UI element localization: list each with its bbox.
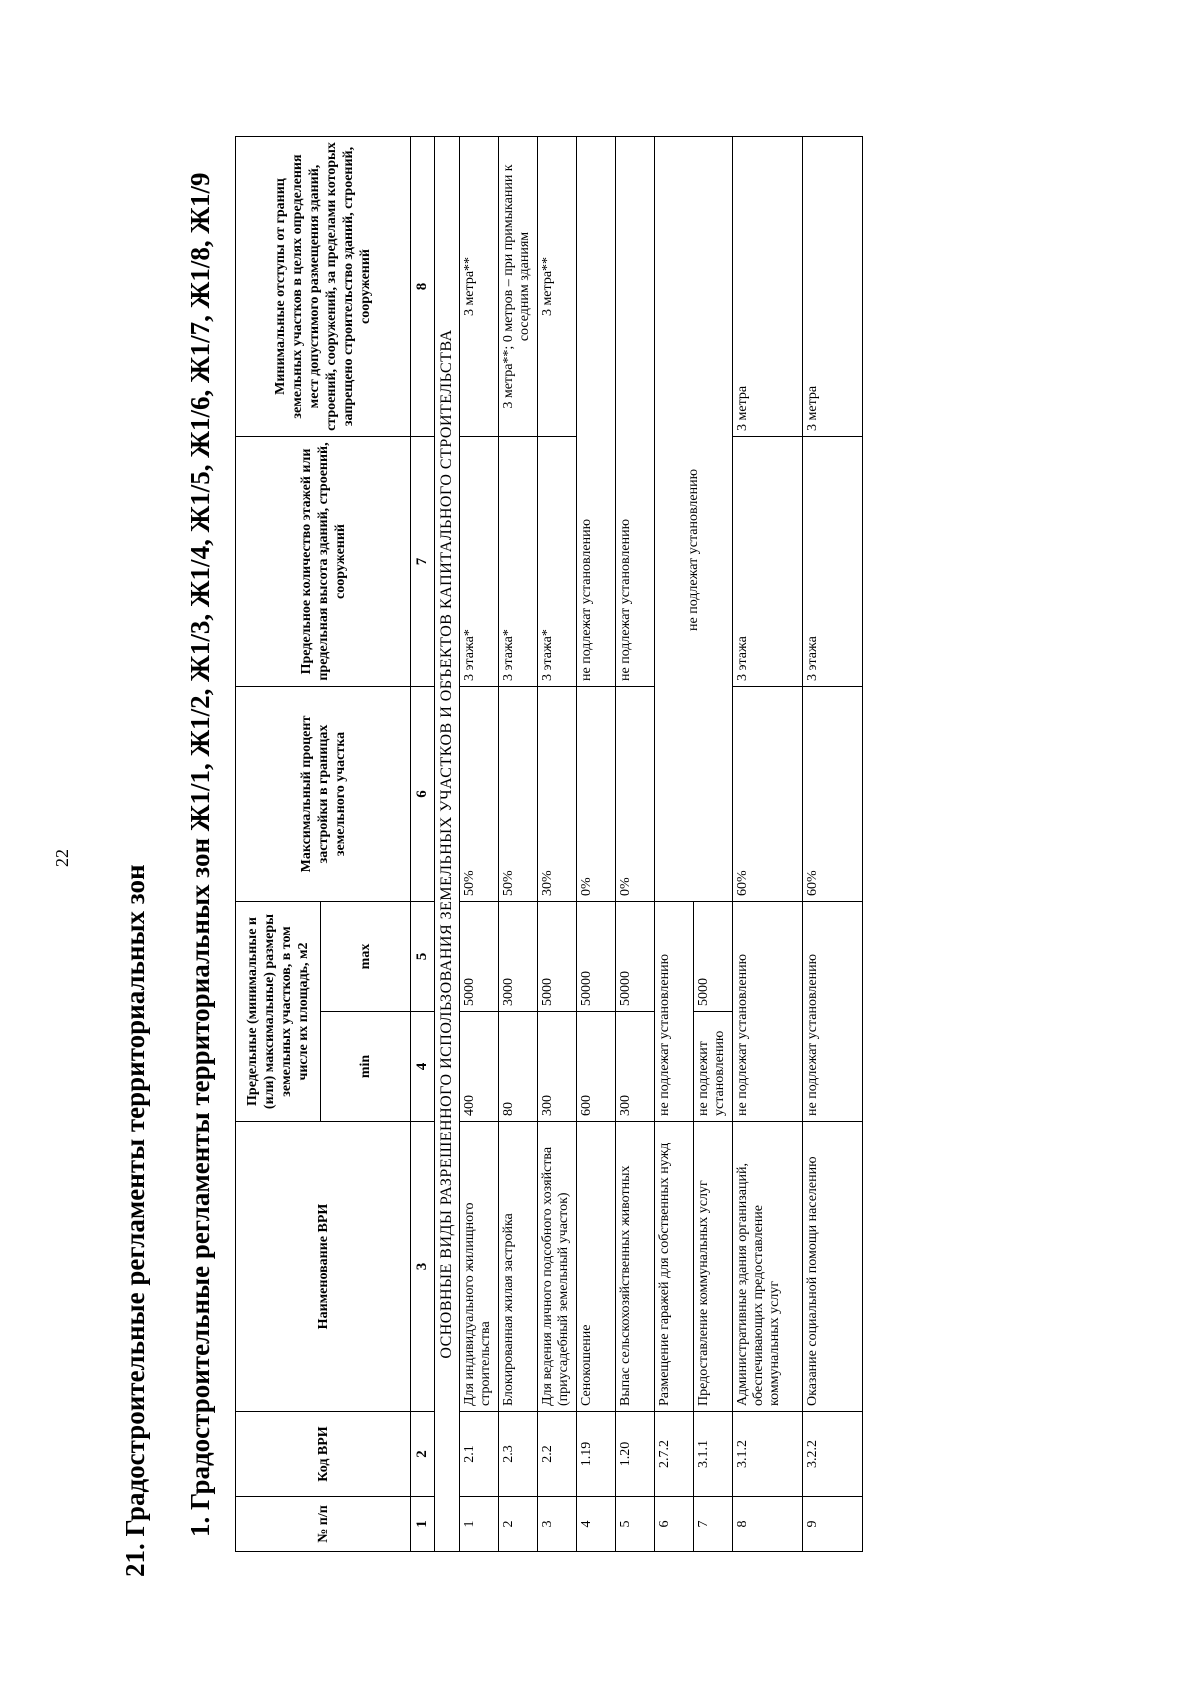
- cell-merged-size: не подлежат установлению: [803, 902, 863, 1122]
- cell-name: Предоставление коммунальных услуг: [694, 1122, 733, 1412]
- cell-floors: 3 этажа*: [538, 437, 577, 687]
- column-number: 2: [411, 1412, 435, 1497]
- cell-percent: 50%: [460, 687, 499, 902]
- column-number: 3: [411, 1122, 435, 1412]
- cell-code: 2.1: [460, 1412, 499, 1497]
- cell-merged-floors-setback: не подлежат установлению: [577, 137, 616, 687]
- cell-name: Выпас сельскохозяйственных животных: [616, 1122, 655, 1412]
- cell-merged-size: не подлежат установлению: [733, 902, 803, 1122]
- cell-setback: 3 метра: [733, 137, 803, 437]
- table-row: [655, 137, 694, 1552]
- cell-number: 7: [694, 1497, 733, 1552]
- cell-percent: 0%: [616, 687, 655, 902]
- cell-code: 2.2: [538, 1412, 577, 1497]
- cell-max: 3000: [499, 902, 538, 1012]
- cell-setback: 3 метра**: [460, 137, 499, 437]
- header-code: Код ВРИ: [236, 1412, 411, 1497]
- table-row: [733, 137, 803, 1552]
- table-row: [538, 137, 577, 1552]
- cell-min: 600: [577, 1012, 616, 1122]
- cell-setback: 3 метра**: [538, 137, 577, 437]
- column-number: 5: [411, 902, 435, 1012]
- cell-code: 3.1.2: [733, 1412, 803, 1497]
- cell-code: 3.2.2: [803, 1412, 863, 1497]
- cell-percent: 60%: [803, 687, 863, 902]
- cell-max: 5000: [538, 902, 577, 1012]
- section-heading: ОСНОВНЫЕ ВИДЫ РАЗРЕШЕННОГО ИСПОЛЬЗОВАНИЯ ЗЕМЕЛЬНЫХ УЧАСТКОВ И ОБЪЕКТОВ КАПИТАЛЬНОГО СТРОИТЕЛЬСТВА: [435, 137, 460, 1552]
- cell-number: 6: [655, 1497, 694, 1552]
- column-number: 1: [411, 1497, 435, 1552]
- cell-number: 3: [538, 1497, 577, 1552]
- cell-code: 2.3: [499, 1412, 538, 1497]
- cell-percent: 60%: [733, 687, 803, 902]
- cell-number: 2: [499, 1497, 538, 1552]
- cell-number: 9: [803, 1497, 863, 1552]
- header-floors: Предельное количество этажей или предельная высота зданий, строений, сооружений: [236, 437, 411, 687]
- table-row: [460, 137, 499, 1552]
- cell-min: 300: [616, 1012, 655, 1122]
- section-title: 21. Градостроительные регламенты территориальных зон: [120, 864, 150, 1577]
- regulations-table: [235, 136, 863, 1552]
- header-min: min: [321, 1012, 411, 1122]
- cell-name: Для индивидуального жилищного строительства: [460, 1122, 499, 1412]
- column-number: 6: [411, 687, 435, 902]
- column-number: 8: [411, 137, 435, 437]
- cell-code: 3.1.1: [694, 1412, 733, 1497]
- cell-name: Блокированная жилая застройка: [499, 1122, 538, 1412]
- cell-code: 1.19: [577, 1412, 616, 1497]
- header-max-percent: Максимальный процент застройки в границах земельного участка: [236, 687, 411, 902]
- cell-name: Сенокошение: [577, 1122, 616, 1412]
- cell-min: 300: [538, 1012, 577, 1122]
- cell-max: 50000: [616, 902, 655, 1012]
- column-number-row: [411, 137, 435, 1552]
- cell-floors: 3 этажа*: [460, 437, 499, 687]
- page-number: 22: [52, 849, 72, 867]
- section-row: [435, 137, 460, 1552]
- cell-merged-params: не подлежат установлению: [655, 137, 733, 902]
- cell-number: 5: [616, 1497, 655, 1552]
- header-name: Наименование ВРИ: [236, 1122, 411, 1412]
- header-plot-size: Предельные (минимальные и (или) максимальные) размеры земельных участков, в том числе их площадь, м2: [236, 902, 321, 1122]
- cell-name: Размещение гаражей для собственных нужд: [655, 1122, 694, 1412]
- cell-min: не подлежит установлению: [694, 1012, 733, 1122]
- cell-percent: 30%: [538, 687, 577, 902]
- table-row: [499, 137, 538, 1552]
- cell-percent: 0%: [577, 687, 616, 902]
- cell-min: 400: [460, 1012, 499, 1122]
- cell-min: 80: [499, 1012, 538, 1122]
- cell-merged-floors-setback: не подлежат установлению: [616, 137, 655, 687]
- cell-percent: 50%: [499, 687, 538, 902]
- cell-floors: 3 этажа: [803, 437, 863, 687]
- cell-floors: 3 этажа: [733, 437, 803, 687]
- column-number: 4: [411, 1012, 435, 1122]
- column-number: 7: [411, 437, 435, 687]
- table-row: [803, 137, 863, 1552]
- subsection-title: 1. Градостроительные регламенты территориальных зон Ж1/1, Ж1/2, Ж1/3, Ж1/4, Ж1/5, Ж1/6, Ж1/7, Ж1/8, Ж1/9: [185, 172, 215, 1537]
- header-number: № п/п: [236, 1497, 411, 1552]
- cell-number: 4: [577, 1497, 616, 1552]
- cell-number: 1: [460, 1497, 499, 1552]
- cell-max: 5000: [694, 902, 733, 1012]
- table-row: [616, 137, 655, 1552]
- cell-merged-size: не подлежат установлению: [655, 902, 694, 1122]
- cell-max: 50000: [577, 902, 616, 1012]
- cell-setback: 3 метра: [803, 137, 863, 437]
- cell-max: 5000: [460, 902, 499, 1012]
- document-heading: [120, 117, 231, 1577]
- cell-code: 2.7.2: [655, 1412, 694, 1497]
- cell-name: Для ведения личного подсобного хозяйства (приусадебный земельный участок): [538, 1122, 577, 1412]
- header-max: max: [321, 902, 411, 1012]
- header-setback: Минимальные отступы от границ земельных участков в целях определения мест допустимого размещения зданий, строений, сооружений, за пределами которых запрещено строительство зданий, строений, сооружений: [236, 137, 411, 437]
- cell-name: Административные здания организаций, обеспечивающих предоставление коммунальных услуг: [733, 1122, 803, 1412]
- cell-setback: 3 метра**; 0 метров – при примыкании к соседним зданиям: [499, 137, 538, 437]
- cell-code: 1.20: [616, 1412, 655, 1497]
- regulations-table-wrapper: [235, 137, 863, 1552]
- cell-number: 8: [733, 1497, 803, 1552]
- table-row: [577, 137, 616, 1552]
- cell-floors: 3 этажа*: [499, 437, 538, 687]
- cell-name: Оказание социальной помощи населению: [803, 1122, 863, 1412]
